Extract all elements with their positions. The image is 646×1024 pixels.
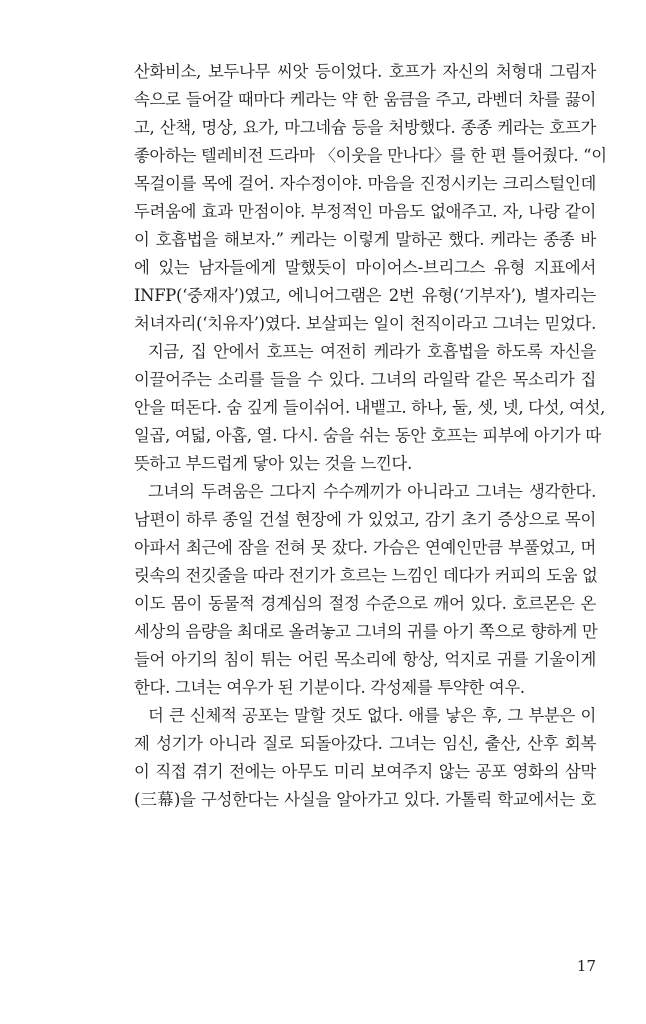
text-line: 이도 몸이 동물적 경계심의 절정 수준으로 깨어 있다. 호르몬은 온 xyxy=(134,594,596,613)
text-line: 세상의 음량을 최대로 올려놓고 그녀의 귀를 아기 쪽으로 향하게 만 xyxy=(134,622,598,641)
text-line: 뜻하고 부드럽게 닿아 있는 것을 느낀다. xyxy=(134,454,412,473)
text-line: 한다. 그녀는 여우가 된 기분이다. 각성제를 투약한 여우. xyxy=(134,678,525,697)
text-line: 속으로 들어갈 때마다 케라는 약 한 움큼을 주고, 라벤더 차를 끓이 xyxy=(134,90,596,109)
text-line: INFP(‘중재자’)였고, 에니어그램은 2번 유형(‘기부자’), 별자리는 xyxy=(134,286,596,305)
text-line: 이끌어주는 소리를 들을 수 있다. 그녀의 라일락 같은 목소리가 집 xyxy=(134,370,596,389)
text-line: 이 직접 겪기 전에는 아무도 미리 보여주지 않는 공포 영화의 삼막 xyxy=(134,762,596,781)
text-line: 아파서 최근에 잠을 전혀 못 잤다. 가슴은 연예인만큼 부풀었고, 머 xyxy=(134,538,596,557)
text-line: 좋아하는 텔레비전 드라마 〈이웃을 만나다〉를 한 편 틀어줬다. “이 xyxy=(134,146,607,165)
text-line: 안을 떠돈다. 숨 깊게 들이쉬어. 내뱉고. 하나, 둘, 셋, 넷, 다섯, 여섯, xyxy=(134,398,606,417)
text-line: 더 큰 신체적 공포는 말할 것도 없다. 애를 낳은 후, 그 부분은 이 xyxy=(148,706,596,725)
text-line: 지금, 집 안에서 호프는 여전히 케라가 호흡법을 하도록 자신을 xyxy=(148,342,596,361)
text-line: 두려움에 효과 만점이야. 부정적인 마음도 없애주고. 자, 나랑 같이 xyxy=(134,202,596,221)
text-line: 처녀자리(‘치유자’)였다. 보살피는 일이 천직이라고 그녀는 믿었다. xyxy=(134,314,596,333)
text-line: 에 있는 남자들에게 말했듯이 마이어스-브리그스 유형 지표에서 xyxy=(134,258,596,277)
text-line: 릿속의 전깃줄을 따라 전기가 흐르는 느낌인 데다가 커피의 도움 없 xyxy=(134,566,598,585)
text-line: 이 호흡법을 해보자.” 케라는 이렇게 말하곤 했다. 케라는 종종 바 xyxy=(134,230,596,249)
text-line: 일곱, 여덟, 아홉, 열. 다시. 숨을 쉬는 동안 호프는 피부에 아기가 따 xyxy=(134,426,601,445)
page-number: 17 xyxy=(576,957,596,975)
text-line: 고, 산책, 명상, 요가, 마그네슘 등을 처방했다. 종종 케라는 호프가 xyxy=(134,118,596,137)
text-line: 그녀의 두려움은 그다지 수수께끼가 아니라고 그녀는 생각한다. xyxy=(148,482,596,501)
text-line: 들어 아기의 침이 튀는 어린 목소리에 항상, 억지로 귀를 기울이게 xyxy=(134,650,596,669)
text-line: (三幕)을 구성한다는 사실을 알아가고 있다. 가톨릭 학교에서는 호 xyxy=(134,790,596,809)
text-line: 목걸이를 목에 걸어. 자수정이야. 마음을 진정시키는 크리스털인데 xyxy=(134,174,596,193)
text-line: 산화비소, 보두나무 씨앗 등이었다. 호프가 자신의 처형대 그림자 xyxy=(134,62,596,81)
text-line: 제 성기가 아니라 질로 되돌아갔다. 그녀는 임신, 출산, 산후 회복 xyxy=(134,734,596,753)
text-line: 남편이 하루 종일 건설 현장에 가 있었고, 감기 초기 증상으로 목이 xyxy=(134,510,596,529)
body-text xyxy=(134,58,607,814)
